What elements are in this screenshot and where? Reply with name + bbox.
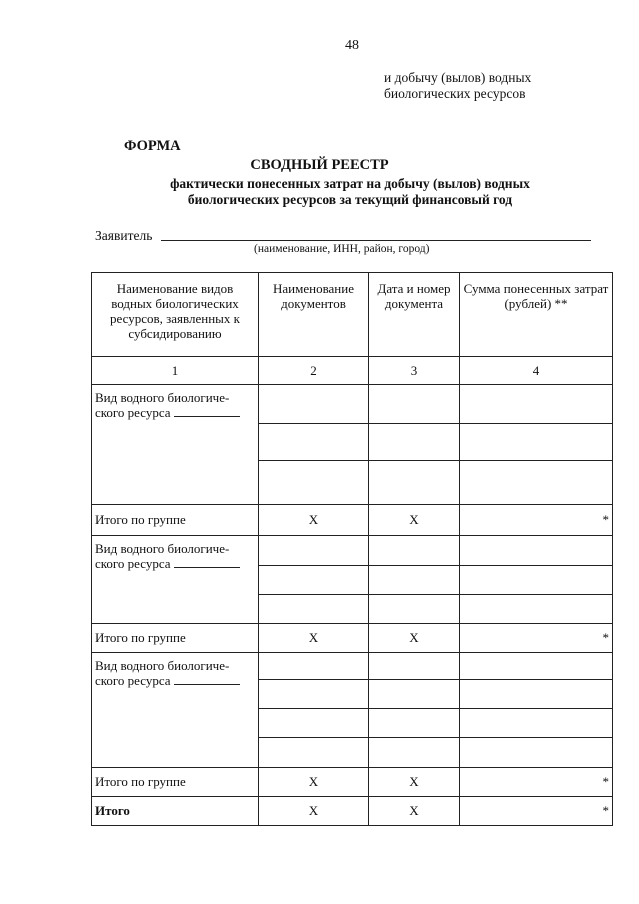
document-cell[interactable] bbox=[259, 385, 369, 424]
sum-cell[interactable] bbox=[460, 709, 613, 738]
header-documents: Наименование документов bbox=[259, 273, 369, 357]
sum-cell[interactable] bbox=[460, 424, 613, 461]
subtitle-line: биологических ресурсов за текущий финансовый год bbox=[187, 192, 513, 207]
grand-total-label: Итого bbox=[92, 797, 259, 826]
registry-table bbox=[91, 272, 613, 826]
sum-cell[interactable] bbox=[460, 461, 613, 505]
header-note bbox=[384, 70, 531, 102]
sum-cell[interactable] bbox=[460, 653, 613, 680]
page-number: 48 bbox=[345, 38, 359, 53]
date-cell[interactable] bbox=[369, 709, 460, 738]
cross-mark: X bbox=[259, 624, 369, 653]
group-total-row bbox=[92, 505, 613, 536]
header-note-line: биологических ресурсов bbox=[384, 86, 526, 101]
date-cell[interactable] bbox=[369, 738, 460, 768]
applicant-field-line bbox=[161, 240, 591, 241]
date-cell[interactable] bbox=[369, 385, 460, 424]
column-number: 2 bbox=[259, 357, 369, 385]
table-row bbox=[92, 385, 613, 424]
document-subtitle bbox=[100, 176, 600, 208]
column-number-row bbox=[92, 357, 613, 385]
header-species: Наименование видов водных биологических ресурсов, заявленных к субсидированию bbox=[92, 273, 259, 357]
group-total-label: Итого по группе bbox=[92, 505, 259, 536]
document-cell[interactable] bbox=[259, 738, 369, 768]
star-mark: * bbox=[460, 797, 613, 826]
species-group-label: Вид водного биологиче- ского ресурса bbox=[92, 653, 259, 768]
document-cell[interactable] bbox=[259, 595, 369, 624]
group-total-row bbox=[92, 768, 613, 797]
grand-total-row bbox=[92, 797, 613, 826]
document-cell[interactable] bbox=[259, 536, 369, 566]
cross-mark: X bbox=[369, 768, 460, 797]
cross-mark: X bbox=[369, 624, 460, 653]
document-cell[interactable] bbox=[259, 709, 369, 738]
document-cell[interactable] bbox=[259, 424, 369, 461]
header-row bbox=[92, 273, 613, 357]
sum-cell[interactable] bbox=[460, 536, 613, 566]
form-label: ФОРМА bbox=[124, 138, 181, 154]
sum-cell[interactable] bbox=[460, 385, 613, 424]
document-cell[interactable] bbox=[259, 461, 369, 505]
table-row bbox=[92, 536, 613, 566]
sum-cell[interactable] bbox=[460, 738, 613, 768]
blank-line bbox=[174, 406, 240, 417]
column-number: 4 bbox=[460, 357, 613, 385]
header-note-line: и добычу (вылов) водных bbox=[384, 70, 532, 85]
blank-line bbox=[174, 557, 240, 568]
document-cell[interactable] bbox=[259, 566, 369, 595]
date-cell[interactable] bbox=[369, 566, 460, 595]
cross-mark: X bbox=[369, 797, 460, 826]
table-row bbox=[92, 653, 613, 680]
sum-cell[interactable] bbox=[460, 566, 613, 595]
date-cell[interactable] bbox=[369, 461, 460, 505]
date-cell[interactable] bbox=[369, 653, 460, 680]
cross-mark: X bbox=[259, 768, 369, 797]
cross-mark: X bbox=[369, 505, 460, 536]
subtitle-line: фактически понесенных затрат на добычу (вылов) водных bbox=[170, 176, 530, 191]
applicant-hint: (наименование, ИНН, район, город) bbox=[254, 243, 430, 255]
group-total-row bbox=[92, 624, 613, 653]
column-number: 3 bbox=[369, 357, 460, 385]
star-mark: * bbox=[460, 624, 613, 653]
species-group-label: Вид водного биологиче- ского ресурса bbox=[92, 385, 259, 505]
document-cell[interactable] bbox=[259, 653, 369, 680]
date-cell[interactable] bbox=[369, 680, 460, 709]
cross-mark: X bbox=[259, 797, 369, 826]
group-total-label: Итого по группе bbox=[92, 624, 259, 653]
date-cell[interactable] bbox=[369, 424, 460, 461]
cross-mark: X bbox=[259, 505, 369, 536]
header-date-number: Дата и номер документа bbox=[369, 273, 460, 357]
header-sum: Сумма понесенных затрат (рублей) ** bbox=[460, 273, 613, 357]
blank-line bbox=[174, 674, 240, 685]
star-mark: * bbox=[460, 768, 613, 797]
document-title: СВОДНЫЙ РЕЕСТР bbox=[250, 157, 389, 173]
group-total-label: Итого по группе bbox=[92, 768, 259, 797]
sum-cell[interactable] bbox=[460, 595, 613, 624]
date-cell[interactable] bbox=[369, 595, 460, 624]
date-cell[interactable] bbox=[369, 536, 460, 566]
star-mark: * bbox=[460, 505, 613, 536]
applicant-label: Заявитель bbox=[95, 228, 153, 243]
document-cell[interactable] bbox=[259, 680, 369, 709]
column-number: 1 bbox=[92, 357, 259, 385]
species-group-label: Вид водного биологиче- ского ресурса bbox=[92, 536, 259, 624]
sum-cell[interactable] bbox=[460, 680, 613, 709]
